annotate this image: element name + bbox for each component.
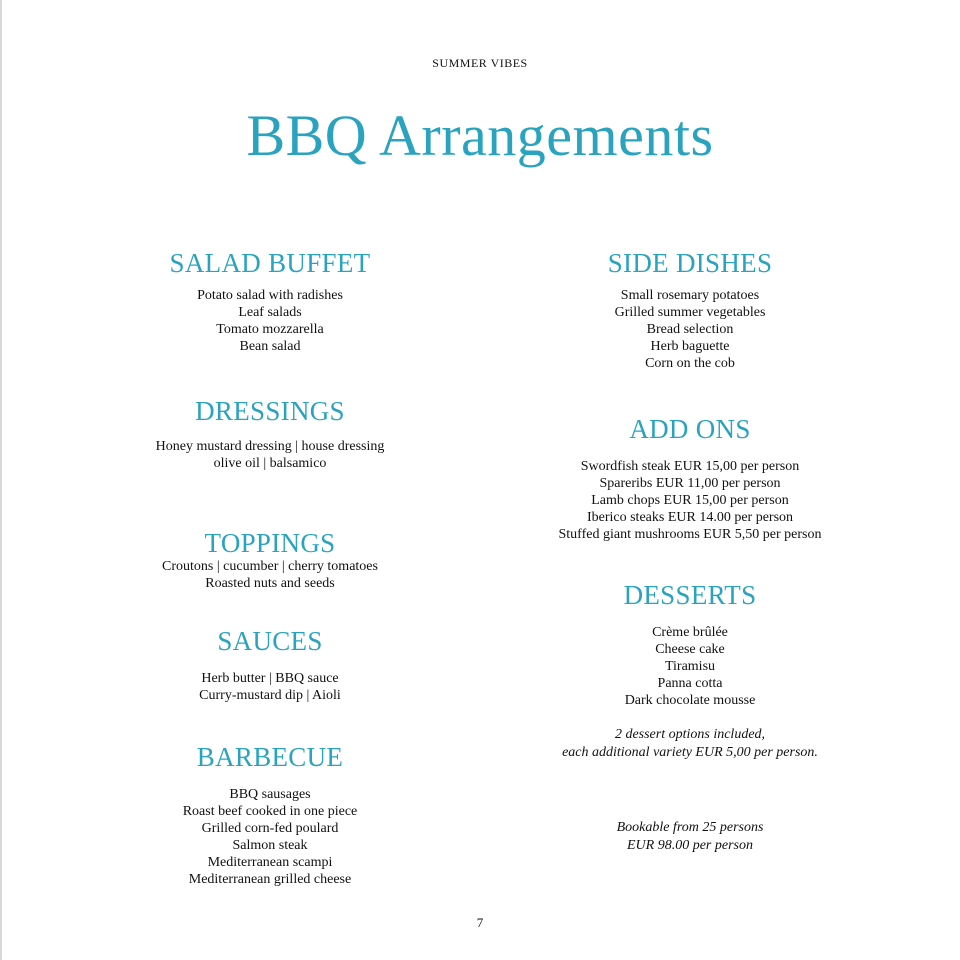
menu-item: Spareribs EUR 11,00 per person <box>599 476 781 491</box>
menu-item: Cheese cake <box>655 642 725 657</box>
section-dressings <box>70 396 470 472</box>
menu-item-list <box>490 624 890 709</box>
menu-item: Tiramisu <box>664 659 716 674</box>
section-desserts <box>490 580 890 709</box>
dessert-note-line: each additional variety EUR 5,00 per person. <box>562 745 818 760</box>
menu-item: Swordfish steak EUR 15,00 per person <box>580 459 800 474</box>
menu-item: olive oil | balsamico <box>213 456 327 471</box>
dessert-note-line: 2 dessert options included, <box>614 727 766 742</box>
section-heading: TOPPINGS <box>204 528 336 558</box>
menu-item: Croutons | cucumber | cherry tomatoes <box>162 559 378 574</box>
menu-item: BBQ sausages <box>229 787 311 802</box>
section-side-dishes <box>490 248 890 372</box>
menu-item: Roast beef cooked in one piece <box>182 804 358 819</box>
page-title: BBQ Arrangements <box>246 103 714 168</box>
dessert-note <box>490 726 890 762</box>
section-heading: SAUCES <box>217 626 323 656</box>
menu-item-list <box>490 287 890 372</box>
menu-item: Stuffed giant mushrooms EUR 5,50 per person <box>558 527 822 542</box>
section-heading: BARBECUE <box>196 742 344 772</box>
section-barbecue <box>70 742 470 888</box>
menu-item: Iberico steaks EUR 14.00 per person <box>586 510 794 525</box>
section-heading: DRESSINGS <box>195 396 345 426</box>
menu-item: Tomato mozzarella <box>216 322 324 337</box>
menu-item: Bread selection <box>646 322 734 337</box>
booking-note-line: Bookable from 25 persons <box>616 820 764 835</box>
section-sauces <box>70 626 470 704</box>
menu-item-list <box>70 558 470 592</box>
menu-item: Small rosemary potatoes <box>620 288 760 303</box>
menu-item: Herb butter | BBQ sauce <box>201 671 339 686</box>
section-heading: ADD ONS <box>629 414 751 444</box>
menu-item: Corn on the cob <box>645 356 735 371</box>
page-number: 7 <box>476 915 484 930</box>
section-add-ons <box>490 414 890 543</box>
menu-item: Potato salad with radishes <box>197 288 343 303</box>
menu-item: Herb baguette <box>650 339 730 354</box>
menu-item-list <box>490 458 890 543</box>
menu-item: Salmon steak <box>232 838 308 853</box>
menu-item-list <box>70 670 470 704</box>
menu-item: Panna cotta <box>657 676 723 691</box>
section-toppings <box>70 528 470 592</box>
menu-item: Curry-mustard dip | Aioli <box>199 688 341 703</box>
section-heading: SIDE DISHES <box>607 248 773 278</box>
booking-note <box>490 819 890 855</box>
menu-item: Grilled corn-fed poulard <box>201 821 339 836</box>
section-heading: DESSERTS <box>623 580 757 610</box>
page-kicker: SUMMER VIBES <box>432 56 528 70</box>
menu-item: Honey mustard dressing | house dressing <box>155 439 385 454</box>
menu-item: Dark chocolate mousse <box>624 693 756 708</box>
section-heading: SALAD BUFFET <box>169 248 371 278</box>
menu-item: Grilled summer vegetables <box>614 305 766 320</box>
menu-item: Mediterranean grilled cheese <box>188 872 352 887</box>
section-salad-buffet <box>70 248 470 355</box>
menu-item-list <box>70 786 470 888</box>
menu-item: Leaf salads <box>238 305 302 320</box>
menu-item: Crème brûlée <box>652 625 728 640</box>
menu-item-list <box>70 438 470 472</box>
menu-item-list <box>70 287 470 355</box>
booking-note-line: EUR 98.00 per person <box>627 838 753 853</box>
menu-item: Lamb chops EUR 15,00 per person <box>591 493 789 508</box>
menu-item: Bean salad <box>239 339 301 354</box>
menu-item: Roasted nuts and seeds <box>205 576 335 591</box>
menu-item: Mediterranean scampi <box>207 855 333 870</box>
